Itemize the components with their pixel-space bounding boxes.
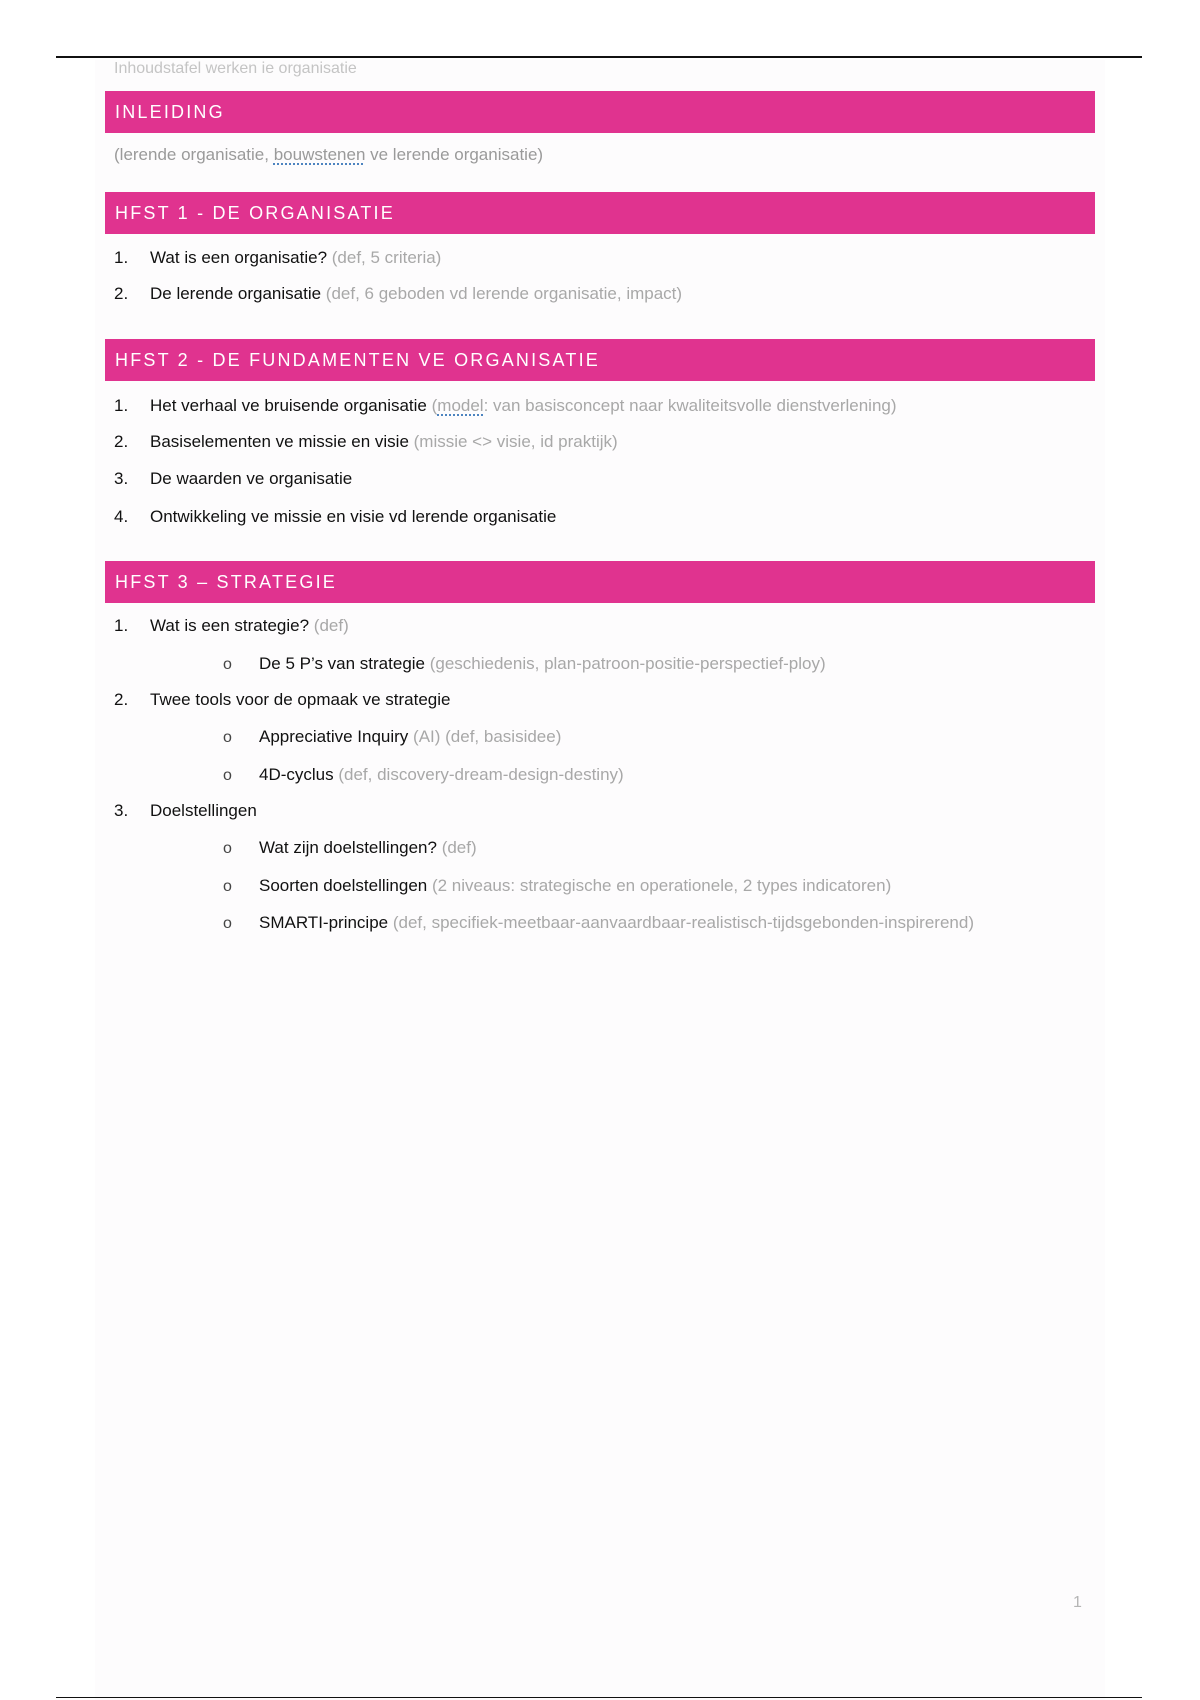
- list-item: [114, 247, 441, 269]
- bullet-icon: o: [223, 840, 232, 857]
- bullet-icon: o: [223, 878, 232, 895]
- item-title: Wat is een strategie?: [150, 616, 310, 635]
- item-number: 3.: [114, 469, 129, 488]
- inleiding-text: [114, 145, 543, 165]
- sub-item-note: (geschiedenis, plan-patroon-positie-perspectief-ploy): [425, 654, 826, 673]
- item-number: 3.: [114, 801, 129, 820]
- footer-rule: [56, 1697, 1142, 1698]
- running-header: Inhoudstafel werken ie organisatie: [114, 60, 357, 77]
- sub-item-note: (2 niveaus: strategische en operationele, 2 types indicatoren): [427, 876, 892, 895]
- page-number: 1: [1073, 1594, 1082, 1611]
- inleiding-text-part: ve lerende organisatie): [365, 145, 544, 164]
- bullet-icon: o: [223, 656, 232, 673]
- item-number: 1.: [114, 396, 129, 415]
- item-note-marked: model: [437, 396, 484, 415]
- sub-item-title: Appreciative Inquiry: [259, 727, 409, 746]
- item-note: (def, 5 criteria): [327, 248, 442, 267]
- item-number: 1.: [114, 616, 129, 635]
- sub-list-item: [223, 912, 974, 935]
- bullet-icon: o: [223, 767, 232, 784]
- section-heading-inleiding: [105, 91, 1095, 133]
- sub-item-note: (def): [436, 838, 477, 857]
- section-heading-hfst1: [105, 192, 1095, 234]
- item-number: 4.: [114, 507, 129, 526]
- item-note: (missie <> visie, id praktijk): [408, 432, 618, 451]
- list-item: [114, 283, 682, 305]
- item-note: : van basisconcept naar kwaliteitsvolle dienstverlening): [483, 396, 897, 415]
- section-heading-label: HFST 1 - DE ORGANISATIE: [115, 202, 395, 223]
- item-title: De lerende organisatie: [150, 284, 322, 303]
- inleiding-text-part: (lerende organisatie,: [114, 145, 274, 164]
- bullet-icon: o: [223, 729, 232, 746]
- list-item: [114, 395, 897, 417]
- sub-item-title: 4D-cyclus: [259, 765, 334, 784]
- sub-item-title: SMARTI-principe: [259, 913, 389, 932]
- item-note: (def): [309, 616, 349, 635]
- list-item: [114, 689, 451, 711]
- list-item: [114, 506, 556, 528]
- sub-list-item: [223, 726, 561, 749]
- bullet-icon: o: [223, 915, 232, 932]
- item-title: De waarden ve organisatie: [150, 469, 353, 488]
- sub-list-item: [223, 837, 477, 860]
- item-note: (def, 6 geboden vd lerende organisatie, impact): [321, 284, 683, 303]
- item-number: 1.: [114, 248, 129, 267]
- inleiding-text-marked: bouwstenen: [273, 145, 366, 164]
- item-number: 2.: [114, 432, 129, 451]
- sub-item-note: (def, discovery-dream-design-destiny): [333, 765, 624, 784]
- item-title: Wat is een organisatie?: [150, 248, 328, 267]
- item-title: Doelstellingen: [150, 801, 257, 820]
- item-title: Twee tools voor de opmaak ve strategie: [150, 690, 451, 709]
- item-number: 2.: [114, 284, 129, 303]
- section-heading-hfst2: [105, 339, 1095, 381]
- list-item: [114, 468, 352, 490]
- sub-item-title: Soorten doelstellingen: [259, 876, 428, 895]
- list-item: [114, 615, 349, 637]
- sub-list-item: [223, 764, 624, 787]
- section-heading-hfst3: [105, 561, 1095, 603]
- section-heading-label: INLEIDING: [115, 101, 225, 122]
- list-item: [114, 800, 257, 822]
- sub-item-note: (AI) (def, basisidee): [408, 727, 562, 746]
- sub-item-note: (def, specifiek-meetbaar-aanvaardbaar-realistisch-tijdsgebonden-inspirerend): [388, 913, 974, 932]
- section-heading-label: HFST 3 – STRATEGIE: [115, 571, 337, 592]
- list-item: [114, 431, 618, 453]
- sub-list-item: [223, 875, 891, 898]
- header-rule: [56, 56, 1142, 58]
- item-number: 2.: [114, 690, 129, 709]
- section-heading-label: HFST 2 - DE FUNDAMENTEN VE ORGANISATIE: [115, 349, 600, 370]
- item-title: Het verhaal ve bruisende organisatie: [150, 396, 427, 415]
- item-title: Basiselementen ve missie en visie: [150, 432, 409, 451]
- item-note: (: [426, 396, 438, 415]
- sub-item-title: Wat zijn doelstellingen?: [259, 838, 437, 857]
- item-title: Ontwikkeling ve missie en visie vd lerende organisatie: [150, 507, 557, 526]
- sub-item-title: De 5 P’s van strategie: [259, 654, 425, 673]
- sub-list-item: [223, 653, 826, 676]
